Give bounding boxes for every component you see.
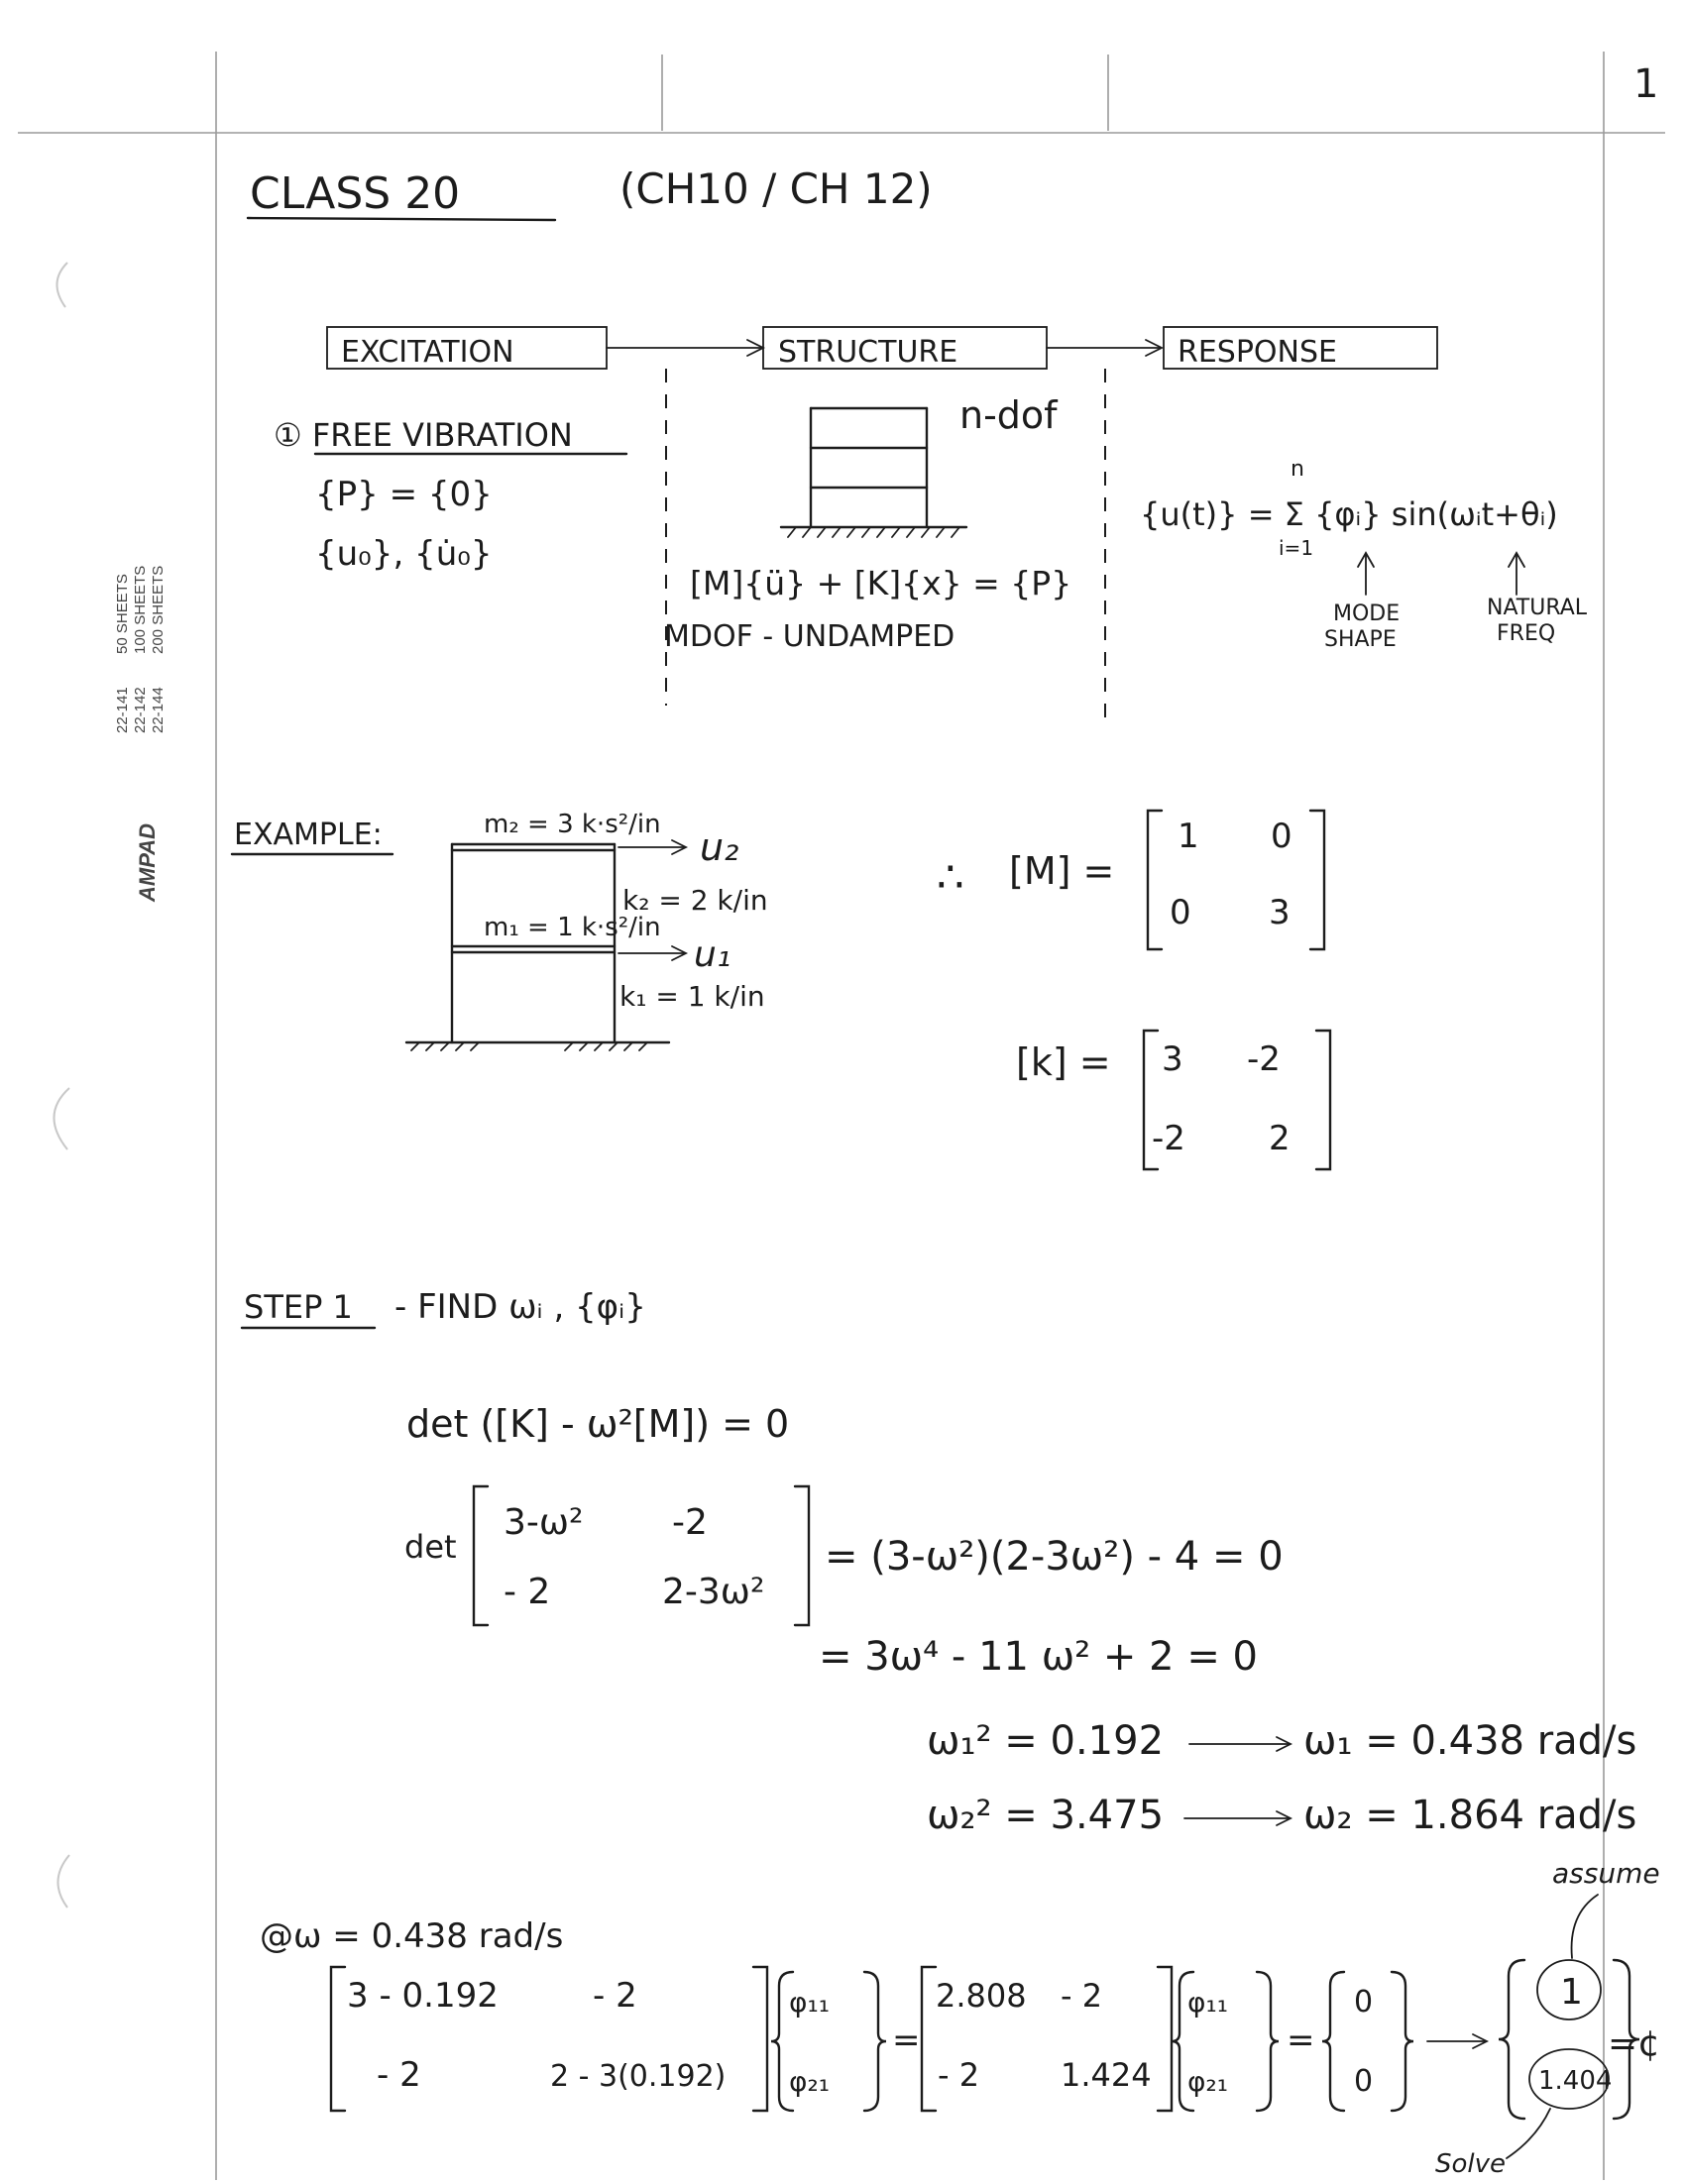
det-22: 2-3ω² — [662, 1572, 765, 1612]
solve-annotation: Solve — [1435, 2149, 1507, 2179]
natural-freq-label-1: NATURAL — [1487, 596, 1588, 620]
free-vibration-heading: ① FREE VIBRATION — [274, 416, 573, 454]
u2-label: u₂ — [700, 825, 739, 869]
equation-of-motion: [M]{ü} + [K]{x} = {P} — [690, 564, 1072, 602]
zero-1: 0 — [1354, 1985, 1374, 2020]
initial-conditions: {u₀}, {u̇₀} — [315, 534, 493, 574]
omega1: ω₁ = 0.438 rad/s — [1303, 1718, 1637, 1764]
ndof-frame-diagram — [781, 408, 966, 537]
omega2-squared: ω₂² = 3.475 — [927, 1793, 1165, 1838]
a-12: - 2 — [593, 1976, 637, 2016]
step1-find: - FIND ωᵢ , {φᵢ} — [394, 1287, 646, 1327]
phi-21: φ₂₁ — [789, 2065, 830, 2098]
equals-2: = — [1287, 2020, 1315, 2060]
structure-label: STRUCTURE — [778, 335, 958, 370]
response-label: RESPONSE — [1178, 335, 1337, 370]
sheet-count-3: 200 SHEETS — [150, 565, 167, 654]
phi-21: φ₂₁ — [1187, 2065, 1228, 2098]
K-matrix — [1144, 1031, 1330, 1169]
mass-m2: m₂ = 3 k·s²/in — [484, 810, 661, 839]
step1-label: STEP 1 — [244, 1288, 353, 1326]
mass-m1: m₁ = 1 k·s²/in — [484, 913, 661, 942]
mdof-undamped-label: MDOF - UNDAMPED — [664, 619, 955, 654]
excitation-label: EXCITATION — [341, 335, 514, 370]
ndof-label: n-dof — [959, 393, 1058, 437]
page-number: 1 — [1633, 61, 1659, 107]
det-11: 3-ω² — [504, 1502, 584, 1543]
class-title: CLASS 20 — [250, 168, 461, 219]
M-12: 0 — [1271, 817, 1292, 856]
a-11: 3 - 0.192 — [347, 1976, 499, 2016]
a-21: - 2 — [377, 2055, 421, 2095]
sheet-code-2: 22-142 — [132, 687, 149, 733]
mode-shape-label-2: SHAPE — [1324, 627, 1397, 652]
stiffness-k1: k₁ = 1 k/in — [619, 980, 765, 1013]
determinant-equation: det ([K] - ω²[M]) = 0 — [406, 1402, 790, 1446]
result-2: 1.404 — [1538, 2066, 1613, 2096]
u1-label: u₁ — [694, 934, 731, 975]
two-storey-frame-diagram — [406, 840, 686, 1050]
sum-lower-limit: i=1 — [1279, 536, 1314, 560]
assume-pointer — [1572, 1895, 1598, 1958]
det-word: det — [404, 1528, 457, 1566]
det-21: - 2 — [504, 1572, 551, 1612]
det-matrix — [474, 1486, 809, 1625]
det-12: -2 — [672, 1502, 708, 1543]
K-12: -2 — [1247, 1039, 1281, 1079]
mode1-matrix-b — [922, 1967, 1172, 2111]
at-omega-label: @ω = 0.438 rad/s — [260, 1916, 564, 1956]
response-equation: {u(t)} = Σ {φᵢ} sin(ωᵢt+θᵢ) — [1140, 495, 1558, 533]
equals-1: = — [892, 2020, 921, 2060]
phi-11: φ₁₁ — [1187, 1986, 1228, 2019]
b-12: - 2 — [1061, 1977, 1103, 2015]
mode1-matrix-a — [331, 1967, 767, 2111]
sheet-code-1: 22-141 — [114, 687, 131, 733]
mode1-phi-vector-a — [771, 1972, 886, 2111]
sheet-code-3: 22-144 — [150, 687, 167, 733]
therefore-symbol: ∴ — [937, 852, 964, 903]
det-expansion: = (3-ω²)(2-3ω²) - 4 = 0 — [825, 1534, 1284, 1580]
example-label: EXAMPLE: — [234, 818, 383, 852]
phi-11: φ₁₁ — [789, 1986, 830, 2019]
brand-logo — [135, 823, 160, 903]
a-22: 2 - 3(0.192) — [550, 2059, 727, 2094]
phi-tail: =¢ — [1608, 2023, 1661, 2064]
p-zero: {P} = {0} — [315, 475, 493, 514]
zero-2: 0 — [1354, 2064, 1374, 2099]
title-underline — [248, 218, 555, 220]
natural-freq-label-2: FREQ — [1497, 621, 1556, 646]
M-21: 0 — [1170, 893, 1191, 932]
M-matrix — [1148, 811, 1324, 949]
page-grid — [18, 52, 1665, 2180]
stiffness-k2: k₂ = 2 k/in — [622, 884, 768, 917]
b-11: 2.808 — [936, 1977, 1027, 2015]
sum-upper-limit: n — [1291, 457, 1304, 482]
mode-shape-label-1: MODE — [1333, 601, 1401, 626]
sheet-info — [114, 566, 167, 733]
sheet-count-2: 100 SHEETS — [132, 565, 149, 654]
K-11: 3 — [1162, 1039, 1183, 1079]
K-matrix-label: [k] = — [1016, 1040, 1111, 1084]
omega1-squared: ω₁² = 0.192 — [927, 1718, 1165, 1764]
K-21: -2 — [1152, 1119, 1185, 1158]
M-11: 1 — [1178, 817, 1199, 856]
omega2: ω₂ = 1.864 rad/s — [1303, 1793, 1637, 1838]
M-22: 3 — [1269, 893, 1291, 932]
mode1-zero-vector — [1322, 1972, 1413, 2111]
binder-holes — [54, 263, 69, 1908]
M-matrix-label: [M] = — [1009, 849, 1115, 893]
assume-annotation: assume — [1552, 1857, 1660, 1890]
b-21: - 2 — [938, 2056, 980, 2094]
sheet-count-1: 50 SHEETS — [114, 574, 131, 654]
brand-text: AMPAD — [135, 822, 160, 902]
characteristic-polynomial: = 3ω⁴ - 11 ω² + 2 = 0 — [819, 1634, 1259, 1680]
chapter-ref: (CH10 / CH 12) — [619, 164, 933, 213]
result-1: 1 — [1560, 1972, 1583, 2013]
b-22: 1.424 — [1061, 2056, 1152, 2094]
mode1-phi-vector-b — [1172, 1972, 1279, 2111]
K-22: 2 — [1269, 1119, 1291, 1158]
